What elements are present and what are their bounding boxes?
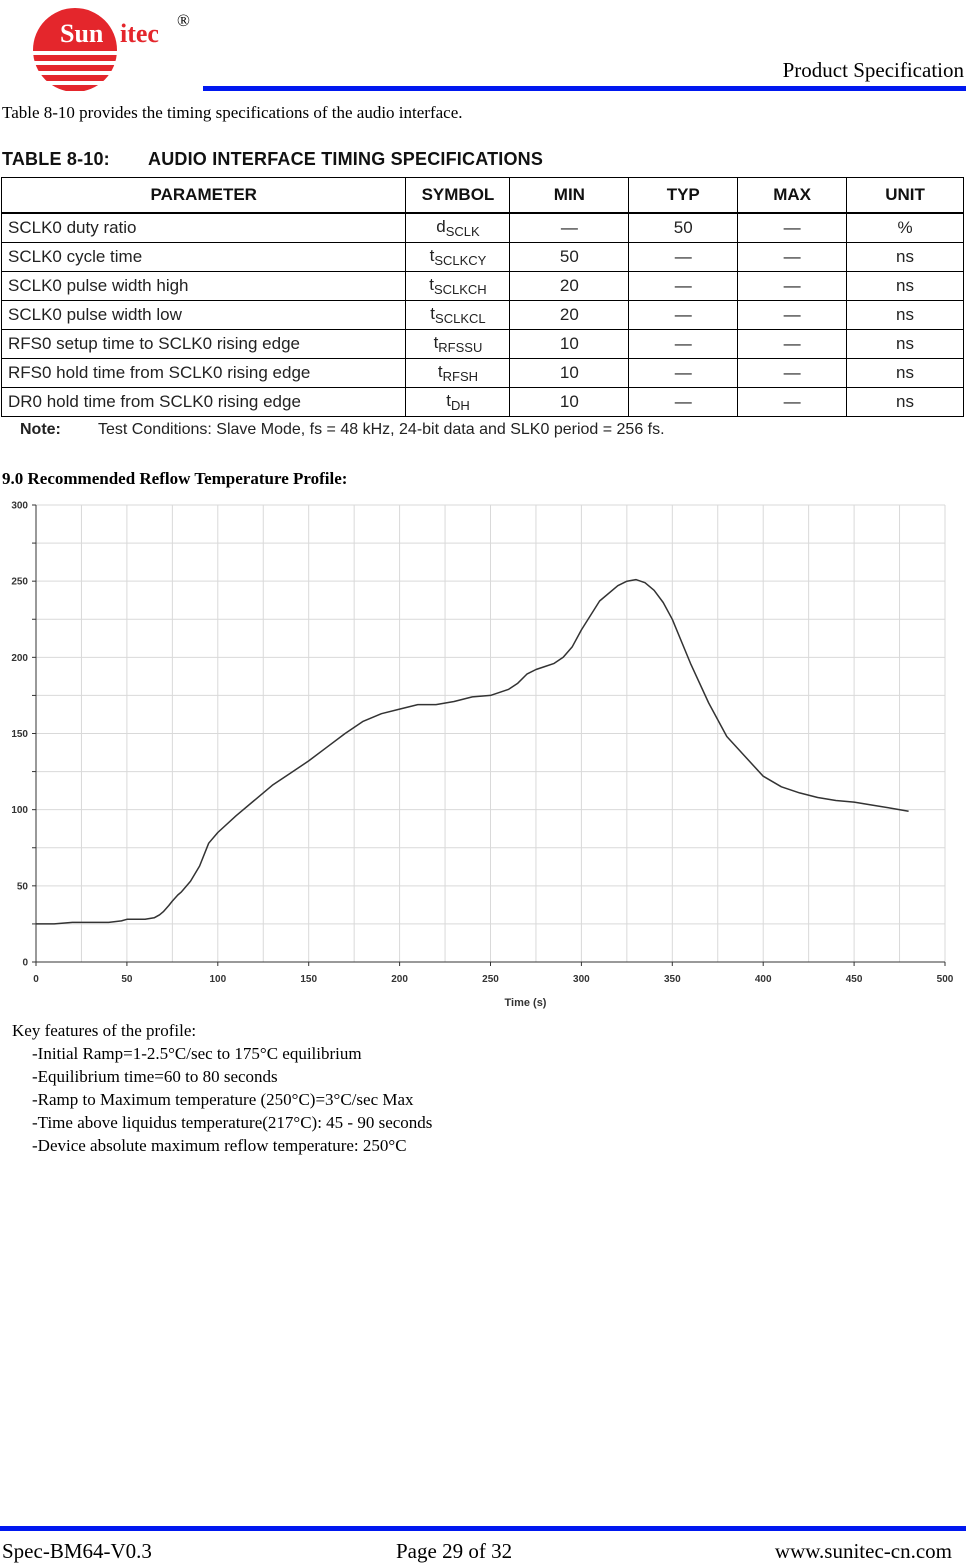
symbol-subscript: RFSSU	[438, 340, 483, 355]
registered-mark: ®	[177, 11, 190, 30]
note-text: Test Conditions: Slave Mode, fs = 48 kHz, 24-bit data and SLK0 period = 256 fs.	[98, 421, 665, 438]
table-caption-number: TABLE 8-10:	[2, 149, 110, 169]
note-label: Note:	[20, 421, 61, 438]
cell-symbol	[406, 388, 510, 417]
x-tick-label: 100	[209, 974, 227, 985]
x-axis-label: Time (s)	[504, 997, 547, 1009]
y-tick-label: 50	[16, 881, 28, 893]
key-features	[12, 1019, 432, 1157]
symbol-base: d	[436, 217, 446, 236]
cell-parameter: SCLK0 pulse width high	[2, 272, 406, 301]
cell-parameter: DR0 hold time from SCLK0 rising edge	[2, 388, 406, 417]
symbol-base: t	[433, 333, 439, 352]
cell-unit: ns	[847, 243, 964, 272]
cell-max: —	[738, 213, 847, 243]
cell-typ: —	[629, 359, 738, 388]
col-header-parameter: PARAMETER	[2, 178, 406, 214]
feature-item: -Time above liquidus temperature(217°C): 45 - 90 seconds	[32, 1113, 433, 1132]
cell-min: 20	[510, 301, 629, 330]
cell-min: 10	[510, 330, 629, 359]
table-row	[2, 388, 964, 417]
table-note	[20, 421, 665, 439]
x-tick-label: 350	[663, 974, 681, 985]
cell-min: 50	[510, 243, 629, 272]
col-header-typ: TYP	[629, 178, 738, 214]
cell-parameter: SCLK0 cycle time	[2, 243, 406, 272]
x-tick-label: 400	[754, 974, 772, 985]
table-caption	[2, 149, 543, 170]
cell-max: —	[738, 243, 847, 272]
logo-text-itec: itec	[120, 19, 159, 48]
header-rule	[203, 86, 966, 91]
cell-typ: —	[629, 330, 738, 359]
feature-item: -Equilibrium time=60 to 80 seconds	[32, 1067, 278, 1086]
col-header-min: MIN	[510, 178, 629, 214]
y-tick-label: 0	[22, 957, 28, 969]
cell-parameter: RFS0 hold time from SCLK0 rising edge	[2, 359, 406, 388]
footer-rule	[0, 1526, 966, 1531]
header-title: Product Specification	[782, 58, 964, 82]
footer-page-number: Page 29 of 32	[396, 1539, 513, 1563]
cell-typ: —	[629, 301, 738, 330]
feature-item: -Device absolute maximum reflow temperature: 250°C	[32, 1136, 407, 1155]
cell-unit: ns	[847, 388, 964, 417]
table-header-row	[2, 178, 964, 214]
symbol-subscript: DH	[450, 398, 470, 413]
symbol-subscript: SCLKCH	[433, 282, 487, 297]
symbol-subscript: SCLKCY	[434, 253, 487, 268]
cell-symbol	[406, 359, 510, 388]
cell-parameter: SCLK0 pulse width low	[2, 301, 406, 330]
reflow-profile-chart	[0, 496, 966, 1016]
cell-symbol	[406, 243, 510, 272]
symbol-base: t	[429, 275, 434, 294]
symbol-base: t	[446, 391, 451, 410]
col-header-max: MAX	[738, 178, 847, 214]
footer-website: www.sunitec-cn.com	[774, 1539, 952, 1563]
table-row	[2, 272, 964, 301]
x-tick-label: 450	[845, 974, 863, 985]
symbol-base: t	[437, 362, 443, 381]
cell-symbol	[406, 213, 510, 243]
symbol-subscript: SCLK	[445, 224, 480, 239]
x-tick-label: 250	[482, 974, 499, 985]
y-tick-label: 150	[11, 729, 28, 740]
y-tick-label: 300	[11, 500, 28, 512]
cell-min: 10	[510, 359, 629, 388]
cell-unit: ns	[847, 301, 964, 330]
timing-spec-table	[1, 177, 964, 417]
cell-typ: —	[629, 272, 738, 301]
table-row	[2, 301, 964, 330]
cell-unit: ns	[847, 330, 964, 359]
cell-max: —	[738, 359, 847, 388]
cell-symbol	[406, 330, 510, 359]
features-heading: Key features of the profile:	[12, 1021, 197, 1040]
cell-max: —	[738, 301, 847, 330]
y-tick-label: 100	[11, 805, 28, 817]
y-tick-label: 200	[11, 652, 28, 664]
col-header-unit: UNIT	[847, 178, 964, 214]
x-tick-label: 150	[300, 974, 318, 985]
cell-unit: ns	[847, 272, 964, 301]
cell-unit: ns	[847, 359, 964, 388]
x-tick-label: 500	[936, 974, 954, 985]
table-row	[2, 213, 964, 243]
feature-item: -Initial Ramp=1-2.5°C/sec to 175°C equilibrium	[32, 1044, 362, 1063]
col-header-symbol: SYMBOL	[406, 178, 510, 214]
table-row	[2, 243, 964, 272]
logo-text-sun: Sun	[60, 19, 104, 48]
section-heading: 9.0 Recommended Reflow Temperature Profile:	[2, 469, 348, 488]
cell-symbol	[406, 301, 510, 330]
sunitec-logo	[30, 8, 202, 92]
cell-parameter: SCLK0 duty ratio	[2, 213, 406, 243]
symbol-subscript: SCLKCL	[435, 311, 486, 326]
cell-min: 20	[510, 272, 629, 301]
intro-text: Table 8-10 provides the timing specifications of the audio interface.	[2, 103, 463, 122]
symbol-base: t	[430, 304, 436, 323]
cell-max: —	[738, 388, 847, 417]
table-row	[2, 330, 964, 359]
x-tick-label: 200	[391, 974, 408, 985]
x-tick-label: 300	[573, 974, 590, 985]
cell-symbol	[406, 272, 510, 301]
feature-item: -Ramp to Maximum temperature (250°C)=3°C/sec Max	[32, 1090, 414, 1109]
symbol-base: t	[429, 246, 435, 265]
y-tick-label: 250	[11, 576, 28, 588]
cell-max: —	[738, 330, 847, 359]
cell-typ: —	[629, 243, 738, 272]
cell-parameter: RFS0 setup time to SCLK0 rising edge	[2, 330, 406, 359]
cell-min: —	[510, 213, 629, 243]
cell-typ: —	[629, 388, 738, 417]
symbol-subscript: RFSH	[442, 369, 479, 384]
table-row	[2, 359, 964, 388]
x-tick-label: 50	[121, 974, 133, 985]
cell-unit: %	[847, 213, 964, 243]
cell-min: 10	[510, 388, 629, 417]
cell-max: —	[738, 272, 847, 301]
table-caption-title: AUDIO INTERFACE TIMING SPECIFICATIONS	[148, 149, 544, 169]
footer-doc-id: Spec-BM64-V0.3	[2, 1539, 152, 1563]
x-tick-label: 0	[33, 974, 39, 985]
cell-typ: 50	[629, 213, 738, 243]
